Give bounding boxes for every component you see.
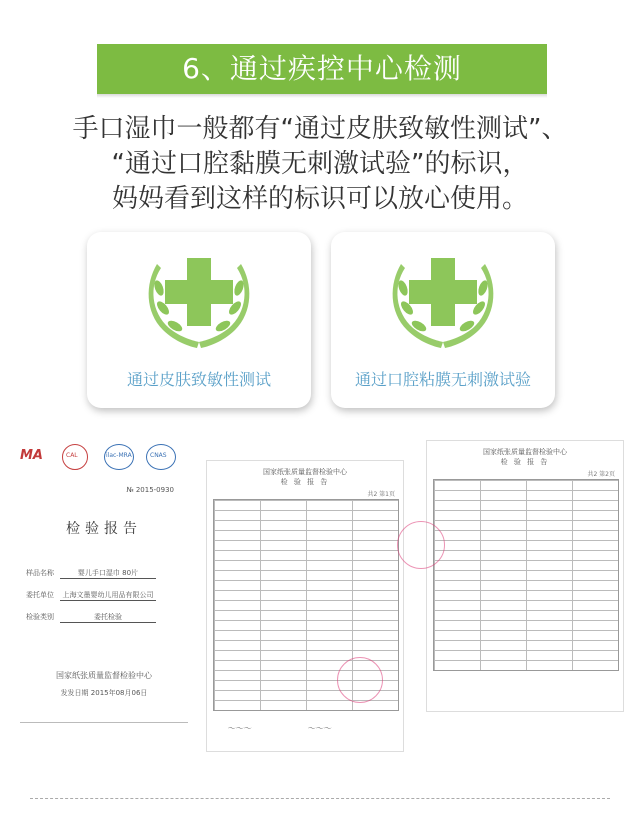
report-org: 国家纸张质量监督检验中心 bbox=[263, 468, 347, 476]
report-org: 国家纸张质量监督检验中心 bbox=[483, 448, 567, 456]
report-page-1 bbox=[206, 460, 404, 752]
badge-label: 通过皮肤致敏性测试 bbox=[126, 370, 271, 389]
official-seal bbox=[397, 521, 445, 569]
report-heading: 检 验 报 告 bbox=[500, 458, 550, 466]
medical-cross-laurel-icon bbox=[139, 238, 259, 358]
section-banner bbox=[97, 44, 547, 94]
certification-logos bbox=[18, 442, 194, 476]
intro-line-2: “通过口腔黏膜无刺激试验”的标识， bbox=[111, 149, 529, 179]
ma-logo: MA bbox=[20, 448, 43, 463]
badge-card-oral-test bbox=[331, 232, 555, 408]
field-client: 委托单位 上海文墨婴幼儿用品有限公司 bbox=[26, 590, 156, 601]
cal-logo-text: CAL bbox=[66, 452, 78, 459]
cover-footer bbox=[20, 722, 188, 731]
page-number: 共2 第1页 bbox=[367, 491, 395, 498]
issuing-org: 国家纸张质量监督检验中心 bbox=[56, 671, 152, 680]
report-number: № 2015-0930 bbox=[126, 486, 174, 494]
banner-shadow bbox=[97, 94, 547, 98]
signature: ～～～ bbox=[227, 724, 251, 733]
report-title: 检验报告 bbox=[66, 521, 142, 537]
cnas-logo-text: CNAS bbox=[150, 452, 167, 459]
inspection-reports bbox=[0, 430, 640, 760]
page-number: 共2 第2页 bbox=[587, 471, 615, 478]
intro-line-3: 妈妈看到这样的标识可以放心使用。 bbox=[111, 184, 528, 214]
official-seal bbox=[337, 657, 383, 703]
field-sample-name: 样品名称 婴儿手口湿巾 80片 bbox=[26, 568, 156, 579]
intro-line-1: 手口湿巾一般都有“通过皮肤致敏性测试”、 bbox=[72, 114, 568, 144]
badge-label: 通过口腔粘膜无刺激试验 bbox=[354, 370, 531, 389]
report-cover-page bbox=[14, 438, 194, 738]
medical-cross-laurel-icon bbox=[383, 238, 503, 358]
intro-text bbox=[0, 112, 640, 217]
issue-date: 发发日期 2015年08月06日 bbox=[60, 689, 148, 697]
ilac-logo-text: ilac-MRA bbox=[106, 452, 132, 459]
bottom-divider bbox=[30, 798, 610, 799]
report-table bbox=[433, 479, 619, 671]
report-page-2 bbox=[426, 440, 624, 712]
field-inspection-type: 检验类别 委托检验 bbox=[26, 612, 156, 623]
signature: ～～～ bbox=[307, 724, 331, 733]
section-title: 6、通过疾控中心检测 bbox=[182, 52, 462, 85]
report-heading: 检 验 报 告 bbox=[280, 478, 330, 486]
badge-card-skin-test bbox=[87, 232, 311, 408]
